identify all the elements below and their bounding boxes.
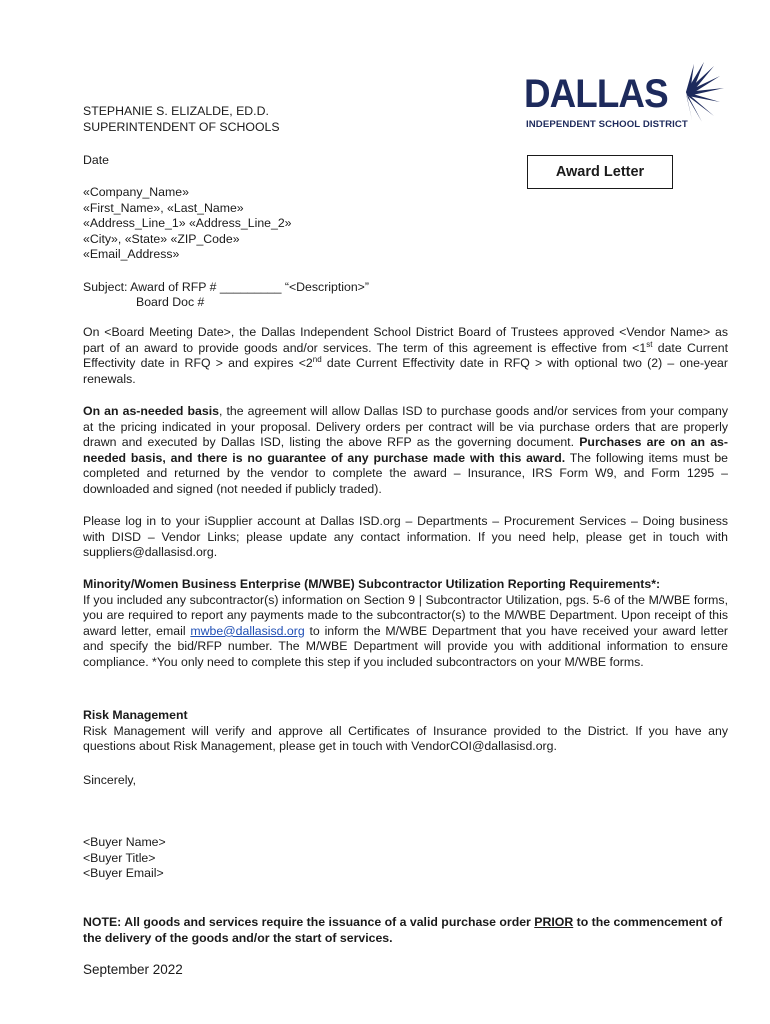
date-label: Date xyxy=(83,153,109,167)
closing: Sincerely, xyxy=(83,773,137,787)
para2-text1: , the agreement will allow Dallas ISD to purchase goods and/or services from your company at the pricing indicated in your proposal. Delivery orders per contract will be via purchase orders that are properly drawn and executed by Dallas ISD, listing the above RFP as the governing document. xyxy=(83,404,728,450)
para2-bold2: Purchases are on an as-needed basis, and there is no guarantee of any purchase made with this award. xyxy=(83,435,728,465)
buyer-title: <Buyer Title> xyxy=(83,851,156,865)
email-address: «Email_Address» xyxy=(83,247,180,261)
mwbe-text-a: If you included any subcontractor(s) information on Section 9 | Subcontractor Utilization, pgs. 5-6 of the M/WBE forms, you are required to report any payments made to the subcontractor(s) to the M/WBE Department. Upon receipt of this award letter, email xyxy=(83,592,728,638)
risk-text: Risk Management will verify and approve all Certificates of Insurance provided to the District. If you have any questions about Risk Management, please get in touch with VendorCOI@dallasisd.org. xyxy=(83,723,728,754)
subject-line: Subject: Award of RFP # _________ “<Description>” xyxy=(83,280,369,294)
paragraph-isupplier: Please log in to your iSupplier account at Dallas ISD.org – Departments – Procurement Services – Doing business with DISD – Vendor Links; please update any contact information. If you need help, please get in touch with suppliers@dallasisd.org. xyxy=(83,514,728,560)
para1-c: date Current Effectivity date in RFQ > with optional two (2) – one-year renewals. xyxy=(83,356,728,386)
award-letter-box: Award Letter xyxy=(527,155,673,189)
paragraph-as-needed xyxy=(83,404,728,498)
para1-sup1: st xyxy=(646,339,653,349)
city-state-zip: «City», «State» «ZIP_Code» xyxy=(83,232,240,246)
para2-bold1: On an as-needed basis xyxy=(83,404,219,418)
contact-name: «First_Name», «Last_Name» xyxy=(83,201,244,215)
logo-wordmark: DALLAS xyxy=(524,72,668,116)
purchase-order-note xyxy=(83,915,728,946)
company-name: «Company_Name» xyxy=(83,185,189,199)
note-a: NOTE: All goods and services require the issuance of a valid purchase order xyxy=(83,915,535,929)
paragraph-mwbe xyxy=(83,577,728,671)
address-lines: «Address_Line_1» «Address_Line_2» xyxy=(83,216,292,230)
dallas-isd-logo xyxy=(524,62,724,138)
para1-b: date Current Effectivity date in RFQ > and expires <2 xyxy=(83,340,728,371)
footer-date: September 2022 xyxy=(83,962,183,977)
note-b: to the commencement of the delivery of the goods and/or the start of services. xyxy=(83,915,723,945)
para1-a: On <Board Meeting Date>, the Dallas Independent School District Board of Trustees approved <Vendor Name> as part of an award to provide goods and/or services. The term of this agreement is effective from <1 xyxy=(83,325,728,355)
superintendent-title: SUPERINTENDENT OF SCHOOLS xyxy=(83,120,280,134)
board-doc-line: Board Doc # xyxy=(136,295,205,309)
paragraph-award-terms xyxy=(83,325,728,387)
logo-subtitle: INDEPENDENT SCHOOL DISTRICT xyxy=(526,119,688,130)
superintendent-name: STEPHANIE S. ELIZALDE, ED.D. xyxy=(83,104,269,118)
buyer-name: <Buyer Name> xyxy=(83,835,166,849)
mwbe-email-link[interactable]: mwbe@dallasisd.org xyxy=(190,623,305,638)
risk-heading: Risk Management xyxy=(83,708,188,722)
mwbe-heading: Minority/Women Business Enterprise (M/WBE) Subcontractor Utilization Reporting Requirements*: xyxy=(83,577,661,591)
note-prior: PRIOR xyxy=(534,915,574,929)
buyer-email: <Buyer Email> xyxy=(83,866,164,880)
para2-text2: The following items must be completed and returned by the vendor to complete the award – Insurance, IRS Form W9, and Form 1295 – downloaded and signed (not needed if publicly traded). xyxy=(83,450,729,496)
paragraph-risk-management xyxy=(83,708,728,755)
mwbe-text-b: to inform the M/WBE Department that you have received your award letter and specify the bid/RFP number. The M/WBE Department will provide you with additional information to ensure compliance. *You only need to complete this step if you included subcontractors on your M/WBE forms. xyxy=(83,623,729,669)
para1-sup2: nd xyxy=(312,355,322,365)
star-burst-icon xyxy=(664,62,724,122)
